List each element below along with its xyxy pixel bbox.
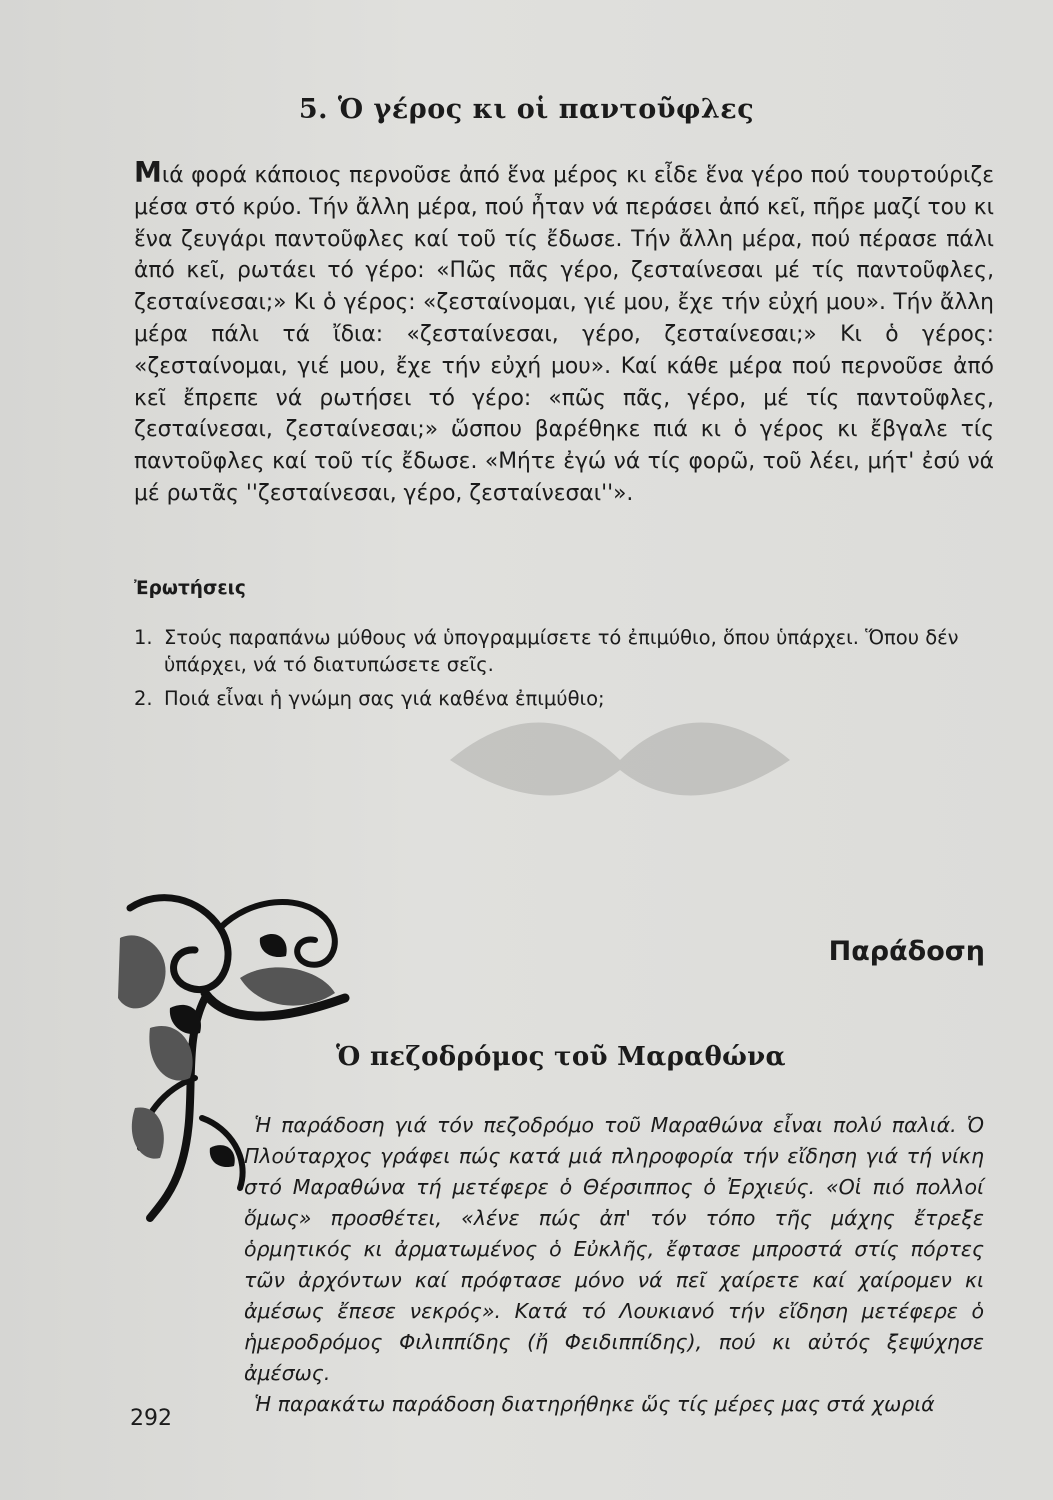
page-number: 292	[130, 1406, 172, 1431]
section-label: Παράδοση	[828, 936, 985, 967]
questions-list	[134, 625, 999, 721]
story-body-text: ιά φορά κάποιος περνοῦσε ἀπό ἕνα μέρος κι εἶδε ἕνα γέρο πού τουρτούριζε μέσα στό κρύο. Τήν ἄλλη μέρα, πού ἦταν νά περάσει ἀπό κεῖ, πῆρε μαζί του κι ἕνα ζευγάρι παντοῦφλες καί τοῦ τίς ἔδωσε. Τήν ἄλλη μέρα, πού πέρασε πάλι ἀπό κεῖ, ρωτάει τό γέρο: «Πῶς πᾶς γέρο, ζεσταίνεσαι μέ τίς παντοῦφλες, ζεσταίνεσαι;» Κι ὁ γέρος: «ζεσταίνομαι, γιέ μου, ἔχε τήν εὐχή μου». Τήν ἄλλη μέρα πάλι τά ἴδια: «ζεσταίνεσαι, γέρο, ζεσταίνεσαι;» Κι ὁ γέρος: «ζεσταίνομαι, γιέ μου, ἔχε τήν εὐχή μου». Καί κάθε μέρα πού περνοῦσε ἀπό κεῖ ἔπρεπε νά ρωτήσει τό γέρο: «πῶς πᾶς, γέρο, μέ τίς παντοῦφλες, ζεσταίνεσαι, ζεσταίνεσαι;» ὥσπου βαρέθηκε πιά κι ὁ γέρος κι ἔβγαλε τίς παντοῦφλες καί τοῦ τίς ἔδωσε. «Μήτε ἐγώ νά τίς φορῶ, τοῦ λέει, μήτ' ἐσύ νά μέ ρωτᾶς ''ζεσταίνεσαι, γέρο, ζεσταίνεσαι''».	[134, 163, 994, 506]
legend-body	[244, 1110, 984, 1420]
story-body	[134, 157, 994, 510]
question-item	[134, 686, 999, 713]
question-item	[134, 625, 999, 678]
story-title: 5. Ὁ γέρος κι οἱ παντοῦφλες	[298, 94, 755, 125]
question-text: Στούς παραπάνω μύθους νά ὑπογραμμίσετε τό ἐπιμύθιο, ὅπου ὑπάρχει. Ὅπου δέν ὑπάρχει, νά τό διατυπώσετε σεῖς.	[164, 626, 959, 676]
questions-heading: Ἐρωτήσεις	[134, 578, 246, 599]
legend-paragraph: Ἡ παράδοση γιά τόν πεζοδρόμο τοῦ Μαραθώνα εἶναι πολύ παλιά. Ὁ Πλούταρχος γράφει πώς κατά μιά πληροφορία τήν εἴδηση γιά τή νίκη στό Μαραθώνα τή μετέφερε ὁ Θέρσιππος ὁ Ἐρχιεύς. «Οἱ πιό πολλοί ὅμως» προσθέτει, «λένε πώς ἀπ' τόν τόπο τῆς μάχης ἔτρεξε ὁρμητικός κι ἀρματωμένος ὁ Εὐκλῆς, ἔφτασε μπροστά στίς πόρτες τῶν ἀρχόντων καί πρόφτασε μόνο νά πεῖ χαίρετε καί χαίρομεν κι ἀμέσως ἔπεσε νεκρός». Κατά τό Λουκιανό τήν εἴδηση μετέφερε ὁ ἡμεροδρόμος Φιλιππίδης (ἤ Φειδιππίδης), πού κι αὐτός ξεψύχησε ἀμέσως.	[244, 1113, 984, 1385]
question-number: 1.	[134, 626, 153, 649]
legend-paragraph: Ἡ παρακάτω παράδοση διατηρήθηκε ὥς τίς μέρες μας στά χωριά	[254, 1392, 935, 1416]
drop-cap: Μ	[134, 156, 162, 189]
legend-title: Ὁ πεζοδρόμος τοῦ Μαραθώνα	[336, 1042, 786, 1072]
question-text: Ποιά εἶναι ἡ γνώμη σας γιά καθένα ἐπιμύθιο;	[164, 687, 605, 710]
question-number: 2.	[134, 687, 153, 710]
